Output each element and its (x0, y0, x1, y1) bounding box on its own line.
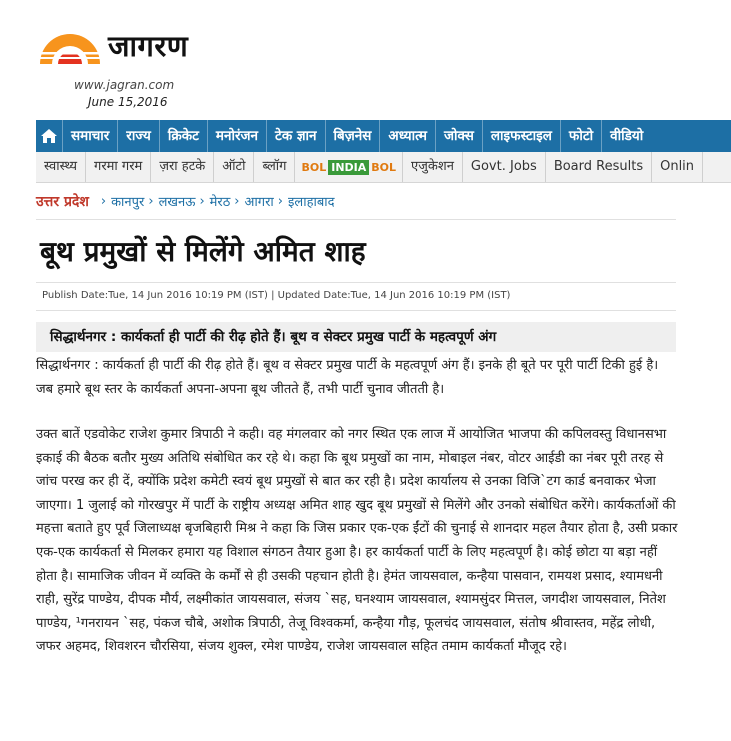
nav-item-tech[interactable]: टेक ज्ञान (266, 120, 325, 152)
subnav-health[interactable]: स्वास्थ्य (36, 152, 86, 182)
subnav-board-results[interactable]: Board Results (546, 152, 652, 182)
nav-item-spirituality[interactable]: अध्यात्म (379, 120, 435, 152)
nav-item-entertainment[interactable]: मनोरंजन (207, 120, 266, 152)
nav-item-state[interactable]: राज्य (117, 120, 159, 152)
nav-item-lifestyle[interactable]: लाइफस्टाइल (482, 120, 560, 152)
divider (36, 310, 676, 311)
city-link-meerut[interactable]: मेरठ (209, 195, 231, 210)
nav-item-business[interactable]: बिज़नेस (325, 120, 380, 152)
nav-item-video[interactable]: वीडियो (601, 120, 651, 152)
city-link-allahabad[interactable]: इलाहाबाद (288, 195, 335, 210)
home-icon (40, 128, 58, 144)
nav-item-cricket[interactable]: क्रिकेट (159, 120, 207, 152)
subnav-auto[interactable]: ऑटो (214, 152, 254, 182)
divider (36, 219, 676, 220)
nav-item-photo[interactable]: फोटो (560, 120, 601, 152)
article-paragraph: उक्त बातें एडवोकेट राजेश कुमार त्रिपाठी ने कही। वह मंगलवार को नगर स्थित एक लाज में आयोजित भाजपा की कपिलवस्तु विधानसभा इकाई की बैठक बतौर मुख्य अतिथि संबोधित कर रहे थे। कहा कि बूथ प्रमुखों का नाम, मोबाइल नंबर, वोटर आईडी का नंबर पूरी तरह से जांच परख कर ही दें, क्योंकि प्रदेश कमेटी स्वयं बूथ प्रमुखों से बात कर रही है। प्रदेश कार्यालय से उनका विजि`टग कार्ड बनवाकर भेजा जाएगा। 1 जुलाई को गोरखपुर में पार्टी के राष्ट्रीय अध्यक्ष अमित शाह खुद बूथ प्रमुखों से मिलेंगे और उनको संबोधित करेंगे। कार्यकर्ताओं की महत्ता बताते हुए पूर्व जिलाध्यक्ष बृजबिहारी मिश्र ने कहा कि जिस प्रकार एक-एक ईंटों की चुनाई से शानदार महल तैयार होता है, उसी प्रकार एक-एक कार्यकर्ता से मिलकर हमारा यह विशाल संगठन तैयार हुआ है। हर कार्यकर्ता पार्टी के लिए महत्वपूर्ण है। कोई छोटा या बड़ा नहीं होता है। सामाजिक जीवन में व्यक्ति के कर्मों से ही उसकी पहचान होती है। हेमंत जायसवाल, कन्हैया पासवान, रामयश प्रसाद, श्यामधनी राही, सुरेंद्र पाण्डेय, दीपक मौर्य, लक्ष्मीकांत जायसवाल, संजय `सह, घनश्याम जायसवाल, श्यामसुंदर मित्तल, जगदीश जायसवाल, नितेश पाण्डेय, ¹गनरायन `सह, पंकज चौबे, अशोक त्रिपाठी, तेजू विश्वकर्मा, कन्हैया गौड़, फूलचंद जायसवाल, संतोष श्रीवास्तव, महेंद्र लोधी, जफर अहमद, शिवशरन चौरसिया, संजय शुक्ल, रमेश पाण्डेय, राजेश जायसवाल सहित तमाम कार्यकर्ता मौजूद रहे। (36, 427, 678, 655)
subnav-offbeat[interactable]: ज़रा हटके (151, 152, 214, 182)
state-city-bar (36, 188, 335, 214)
nav-item-jokes[interactable]: जोक्स (435, 120, 482, 152)
bol-left-text: BOL (301, 160, 327, 174)
jagran-logo[interactable] (38, 24, 228, 74)
subnav-online[interactable]: Onlin (652, 152, 703, 182)
main-nav (36, 120, 731, 152)
article-lead: सिद्धार्थनगर : कार्यकर्ता ही पार्टी की रीढ़ होते हैं। बूथ व सेक्टर प्रमुख पार्टी के महत्वपूर्ण अंग (36, 322, 676, 352)
chevron-right-icon: › (234, 193, 240, 209)
city-link-agra[interactable]: आगरा (244, 195, 274, 210)
state-link[interactable]: उत्तर प्रदेश (36, 193, 89, 210)
india-text: INDIA (328, 160, 369, 175)
chevron-right-icon: › (199, 193, 205, 209)
nav-home[interactable] (36, 120, 62, 152)
article-headline: बूथ प्रमुखों से मिलेंगे अमित शाह (40, 235, 366, 268)
divider (36, 282, 676, 283)
brand-name: जागरण (108, 29, 189, 63)
subnav-hot[interactable]: गरमा गरम (86, 152, 151, 182)
bol-india-bol-logo[interactable] (295, 152, 403, 182)
bol-right-text: BOL (371, 160, 397, 174)
chevron-right-icon: › (148, 193, 154, 209)
site-url: www.jagran.com (74, 78, 175, 92)
rising-sun-logo-icon (38, 24, 102, 66)
publish-date: Publish Date:Tue, 14 Jun 2016 10:19 PM (IST) | Updated Date:Tue, 14 Jun 2016 10:19 PM (IST) (42, 290, 511, 301)
edition-date: June 15,2016 (88, 95, 168, 109)
chevron-right-icon: › (100, 193, 107, 209)
article-paragraph: सिद्धार्थनगर : कार्यकर्ता ही पार्टी की रीढ़ होते हैं। बूथ व सेक्टर प्रमुख पार्टी के महत्वपूर्ण अंग हैं। इनके ही बूते पर पूरी पार्टी टिकी हुई है। जब हमारे बूथ स्तर के कार्यकर्ता अपना-अपना बूथ जीतते हैं, तभी पार्टी चुनाव जीतती है। (36, 358, 659, 397)
subnav-education[interactable]: एजुकेशन (403, 152, 463, 182)
sub-nav (36, 152, 731, 183)
subnav-blog[interactable]: ब्लॉग (254, 152, 295, 182)
subnav-govt-jobs[interactable]: Govt. Jobs (463, 152, 546, 182)
chevron-right-icon: › (277, 193, 283, 209)
city-link-lucknow[interactable]: लखनऊ (158, 195, 196, 210)
city-link-kanpur[interactable]: कानपुर (111, 195, 145, 210)
nav-item-news[interactable]: समाचार (62, 120, 117, 152)
